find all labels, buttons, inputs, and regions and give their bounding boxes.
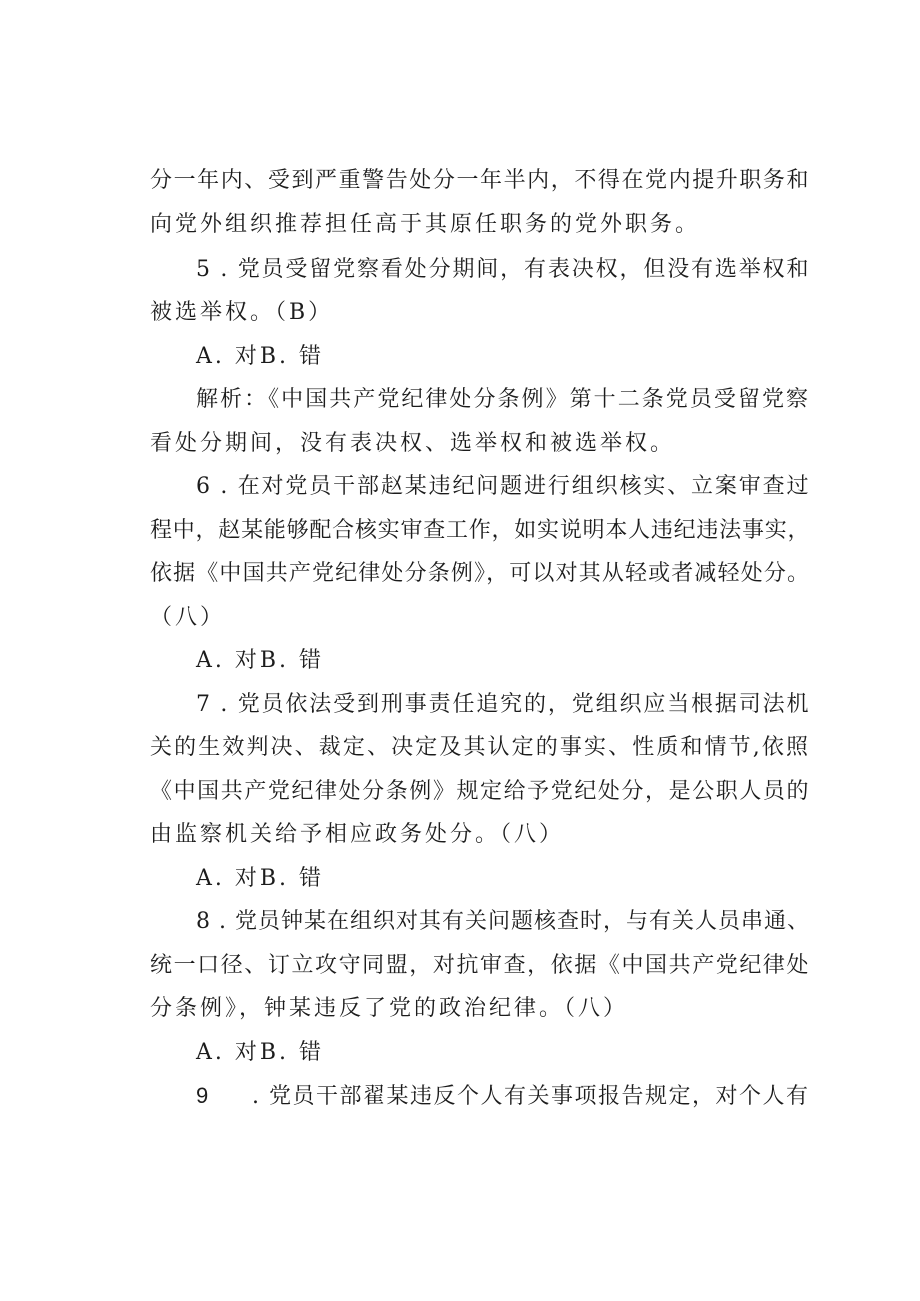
- text-line: 看处分期间，没有表决权、选举权和被选举权。: [150, 431, 676, 456]
- answer-mark: （八）: [150, 605, 226, 630]
- question-9: [196, 1081, 810, 1112]
- answer-options: A. 对B. 错: [196, 1040, 325, 1065]
- question-5: 5 . 党员受留党察看处分期间，有表决权，但没有选举权和: [196, 257, 810, 282]
- text-line: 分一年内、受到严重警告处分一年半内，不得在党内提升职务和: [150, 168, 810, 193]
- text-line: 依据《中国共产党纪律处分条例》，可以对其从轻或者减轻处分。: [150, 561, 810, 586]
- text-line: 由监察机关给予相应政务处分。（八）: [150, 822, 565, 847]
- text-line: 《中国共产党纪律处分条例》规定给予党纪处分，是公职人员的: [150, 779, 810, 804]
- question-6: 6 . 在对党员干部赵某违纪问题进行组织核实、立案审查过: [196, 474, 810, 499]
- text-line: 统一口径、订立攻守同盟，对抗审查，依据《中国共产党纪律处: [150, 953, 810, 978]
- answer-options: A. 对B. 错: [196, 648, 325, 673]
- question-text: . 党员干部翟某违反个人有关事项报告规定，对个人有: [252, 1084, 810, 1109]
- text-line: 关的生效判决、裁定、决定及其认定的事实、性质和情节,依照: [150, 735, 810, 760]
- text-line: 被选举权。（B）: [150, 300, 334, 325]
- question-8: 8 . 党员钟某在组织对其有关问题核查时，与有关人员串通、: [196, 909, 810, 934]
- question-number: 9: [196, 1083, 209, 1108]
- text-line: 程中，赵某能够配合核实审查工作，如实说明本人违纪违法事实，: [150, 518, 810, 543]
- text-line: 向党外组织推荐担任高于其原任职务的党外职务。: [150, 212, 701, 237]
- answer-options: A. 对B. 错: [196, 344, 325, 369]
- question-7: 7 . 党员依法受到刑事责任追究的，党组织应当根据司法机: [196, 692, 810, 717]
- answer-options: A. 对B. 错: [196, 866, 325, 891]
- text-line: 分条例》，钟某违反了党的政治纪律。（八）: [150, 996, 629, 1021]
- analysis-text: 解析：《中国共产党纪律处分条例》第十二条党员受留党察: [196, 387, 810, 412]
